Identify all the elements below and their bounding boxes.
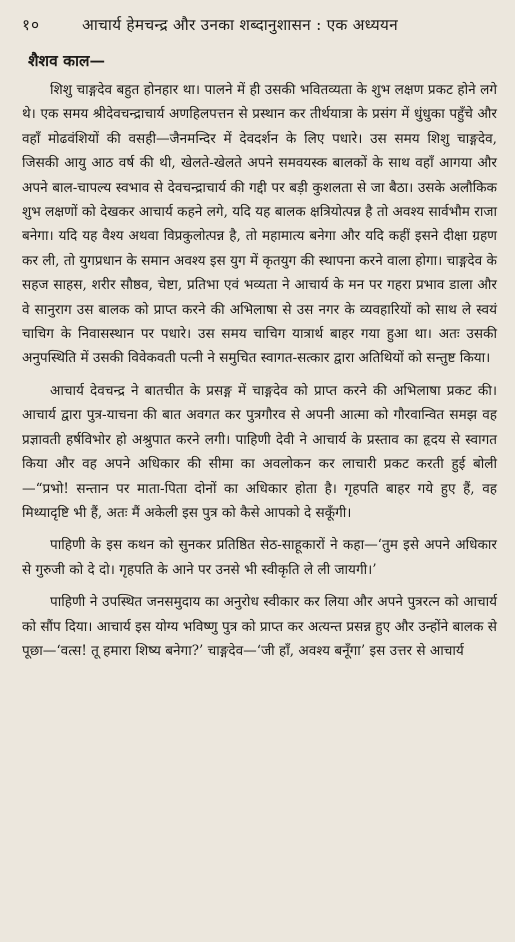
page-number: १० [22,16,41,34]
page-header [22,14,497,36]
section-heading: शैशव काल— [28,51,106,70]
running-title: आचार्य हेमचन्द्र और उनका शब्दानुशासन : एक अध्ययन [82,16,398,34]
paragraph-2: आचार्य देवचन्द्र ने बातचीत के प्रसङ्ग में चाङ्गदेव को प्राप्त करने की अभिलाषा प्रकट की। आचार्य द्वारा पुत्र-याचना की बात अवगत कर पुत्रगौरव से अपनी आत्मा को गौरवान्वित समझ वह प्रज्ञावती हर्षविभोर हो अश्रुपात करने लगी। पाहिणी देवी ने आचार्य के प्रस्ताव का हृदय से स्वागत किया और वह अपने अधिकार की सीमा का अवलोकन कर लाचारी प्रकट करती हुई बोली—“प्रभो! सन्तान पर माता-पिता दोनों का अधिकार होता है। गृहपति बाहर गये हुए हैं, वह मिथ्यादृष्टि भी हैं, अतः मैं अकेली इस पुत्र को कैसे आपको दे सकूँगी। [22,382,497,521]
paragraph-3: पाहिणी के इस कथन को सुनकर प्रतिष्ठित सेठ-साहूकारों ने कहा—‘तुम इसे अपने अधिकार से गुरुजी को दे दो। गृहपति के आने पर उनसे भी स्वीकृति ले ली जायगी।’ [22,537,497,578]
paragraph-4: पाहिणी ने उपस्थित जनसमुदाय का अनुरोध स्वीकार कर लिया और अपने पुत्ररत्न को आचार्य को सौंप दिया। आचार्य इस योग्य भविष्णु पुत्र को प्राप्त कर अत्यन्त प्रसन्न हुए और उन्होंने बालक से पूछा—‘वत्स! तू हमारा शिष्य बनेगा?’ चाङ्गदेव—‘जी हाँ, अवश्य बनूँगा’ इस उत्तर से आचार्य [22,594,497,659]
paragraph-1: शिशु चाङ्गदेव बहुत होनहार था। पालने में ही उसकी भवितव्यता के शुभ लक्षण प्रकट होने लगे थे। एक समय श्रीदेवचन्द्राचार्य अणहिलपत्तन से प्रस्थान कर तीर्थयात्रा के प्रसंग में धुंधुका पहुँचे और वहाँ मोढवंशियों की वसही—जैनमन्दिर में देवदर्शन के लिए पधारे। उस समय शिशु चाङ्गदेव, जिसकी आयु आठ वर्ष की थी, खेलते-खेलते अपने समवयस्क बालकों के साथ वहाँ आगया और अपने बाल-चापल्य स्वभाव से देवचन्द्राचार्य की गद्दी पर बड़ी कुशलता से जा बैठा। उसके अलौकिक शुभ लक्षणों को देखकर आचार्य कहने लगे, यदि यह बालक क्षत्रियोत्पन्न है तो अवश्य सार्वभौम राजा बनेगा। यदि यह वैश्य अथवा विप्रकुलोत्पन्न है, तो महामात्य बनेगा और यदि कहीं इसने दीक्षा ग्रहण कर ली, तो युगप्रधान के समान अवश्य इस युग में कृतयुग की स्थापना करने वाला होगा। चाङ्गदेव के सहज साहस, शरीर सौष्ठव, चेष्टा, प्रतिभा एवं भव्यता ने आचार्य के मन पर गहरा प्रभाव डाला और वे सानुराग उस बालक को प्राप्त करने की अभिलाषा से उस नगर के व्यवहारियों को साथ ले स्वयं चाचिग के निवासस्थान पर पधारे। उस समय चाचिग यात्रार्थ बाहर गया हुआ था। अतः उसकी अनुपस्थिति में उसकी विवेकवती पत्नी ने समुचित स्वागत-सत्कार द्वारा अतिथियों को सन्तुष्ट किया। [22,82,497,367]
